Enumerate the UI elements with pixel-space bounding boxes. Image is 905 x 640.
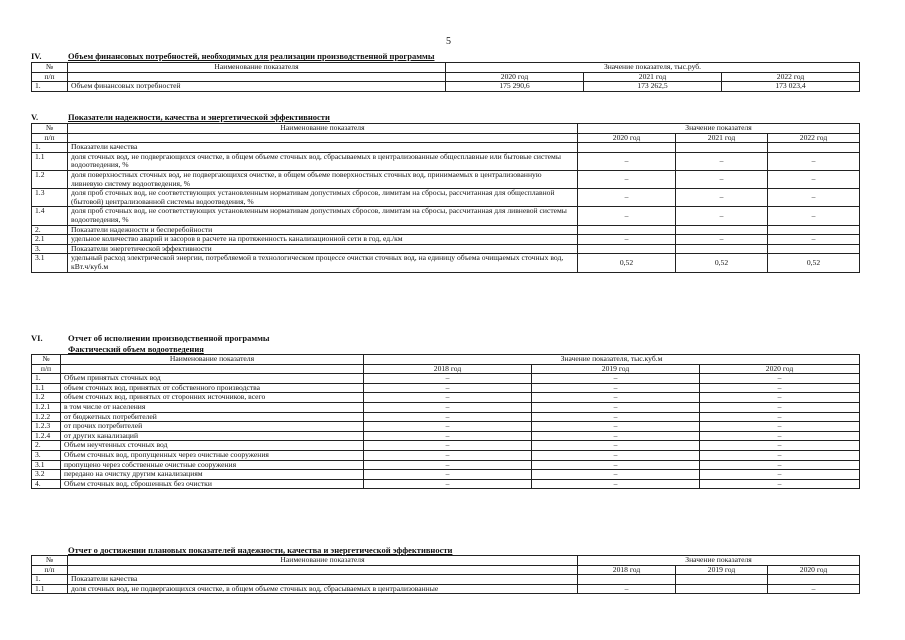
row-name: удельный расход электрической энергии, потребляемой в технологическом процессе очистки сточных вод, на единицу объема очищаемых сточных вод, кВт.ч/куб.м [68,254,578,272]
row-value: 173 023,4 [722,82,860,92]
section-title-text: Показатели надежности, качества и энергетической эффективности [68,112,330,122]
row-value: – [676,170,768,188]
table-row [32,143,860,153]
row-value: – [532,402,700,412]
row-value: 0,52 [676,254,768,272]
row-name: объем сточных вод, принятых от собственного производства [61,383,364,393]
row-value: – [364,441,532,451]
row-name: объем сточных вод, принятых от сторонних источников, всего [61,393,364,403]
row-name: от бюджетных потребителей [61,412,364,422]
header-name: Наименование показателя [68,124,578,134]
row-value [676,143,768,153]
row-value [768,143,860,153]
header-no: № [32,63,68,73]
row-value [768,244,860,254]
row-name: Показатели качества [68,143,578,153]
table-row [32,189,860,207]
row-value: – [532,374,700,384]
section-title-text: Отчет об исполнении производственной программы [68,333,270,343]
header-year: 2020 год [446,72,584,82]
row-name: пропущено через собственные очистные сооружения [61,460,364,470]
row-name: Показатели качества [68,575,578,585]
section-plan-achievement [31,545,859,594]
table-row [32,207,860,225]
table-row [32,152,860,170]
row-value [578,244,676,254]
row-value: – [364,402,532,412]
row-value: – [532,470,700,480]
section-financial-needs [31,51,859,92]
header-name: Наименование показателя [61,355,364,365]
table-row [32,422,860,432]
page-number: 5 [446,36,451,47]
header-no-2: п/п [32,72,68,82]
row-name: доля сточных вод, не подвергающихся очистке, в общем объеме сточных вод, сбрасываемых в централизованные общесплавные или бытовые системы водоотведения, % [68,152,578,170]
row-value: – [768,235,860,245]
row-no: 2. [32,225,68,235]
wastewater-volume-table [31,354,860,489]
row-no: 1.4 [32,207,68,225]
row-value: – [364,374,532,384]
row-value: – [578,584,676,594]
header-no-2: п/п [32,133,68,143]
header-empty [61,364,364,374]
header-no-2: п/п [32,364,61,374]
header-year: 2019 год [532,364,700,374]
table-row [32,393,860,403]
header-no: № [32,124,68,134]
header-value: Значение показателя [578,124,860,134]
header-year: 2020 год [578,133,676,143]
row-no: 3.2 [32,470,61,480]
row-value [578,225,676,235]
section-program-report [31,333,859,489]
table-row [32,82,860,92]
row-value: – [364,412,532,422]
row-value [578,143,676,153]
row-name: Показатели надежности и бесперебойности [68,225,578,235]
row-no: 1. [32,374,61,384]
row-value: – [676,235,768,245]
header-year: 2021 год [584,72,722,82]
row-value: – [578,152,676,170]
table-row [32,450,860,460]
row-no: 3.1 [32,254,68,272]
row-value: – [364,470,532,480]
table-row [32,170,860,188]
row-value [768,575,860,585]
row-value: – [532,460,700,470]
row-value: 0,52 [578,254,676,272]
table-row [32,575,860,585]
row-value: – [768,189,860,207]
row-name: Объем сточных вод, пропущенных через очистные сооружения [61,450,364,460]
header-year: 2020 год [700,364,860,374]
row-no: 3. [32,450,61,460]
row-value: 0,52 [768,254,860,272]
section-title [31,333,859,344]
section-title [31,545,859,555]
table-row [32,383,860,393]
row-no: 3. [32,244,68,254]
row-name: Объем сточных вод, сброшенных без очистки [61,479,364,489]
row-value [676,584,768,594]
row-value [578,575,676,585]
row-no: 1.1 [32,152,68,170]
row-name: передано на очистку другим канализациям [61,470,364,480]
header-no: № [32,556,68,566]
section-number: IV. [31,51,42,61]
indicators-table [31,123,860,273]
row-value: – [364,393,532,403]
table-row [32,431,860,441]
header-value: Значение показателя, тыс.куб.м [364,355,860,365]
section-number: V. [31,112,39,122]
header-name: Наименование показателя [68,63,446,73]
row-no: 1. [32,575,68,585]
row-no: 1.2.1 [32,402,61,412]
header-no-2: п/п [32,565,68,575]
row-no: 1. [32,82,68,92]
row-value: 175 290,6 [446,82,584,92]
row-value: – [768,170,860,188]
row-no: 1.2.4 [32,431,61,441]
header-year: 2022 год [768,133,860,143]
row-no: 1.2.3 [32,422,61,432]
row-name: в том числе от населения [61,402,364,412]
row-value: – [364,460,532,470]
header-year: 2018 год [578,565,676,575]
row-value: – [364,422,532,432]
row-value [676,244,768,254]
row-value: – [700,470,860,480]
row-no: 1.3 [32,189,68,207]
plan-achievement-table [31,555,860,594]
row-value: – [676,189,768,207]
row-value: 173 262,5 [584,82,722,92]
row-value: – [700,412,860,422]
row-value: – [364,450,532,460]
row-value: – [700,460,860,470]
row-name: Объем финансовых потребностей [68,82,446,92]
row-value: – [700,422,860,432]
row-no: 1.2 [32,393,61,403]
row-name: Показатели энергетической эффективности [68,244,578,254]
row-value: – [700,479,860,489]
row-value: – [364,479,532,489]
row-no: 1.1 [32,383,61,393]
row-value: – [532,412,700,422]
row-value: – [364,431,532,441]
header-value: Значение показателя, тыс.руб. [446,63,860,73]
header-year: 2018 год [364,364,532,374]
table-row [32,412,860,422]
row-name: доля поверхностных сточных вод, не подвергающихся очистке, в общем объеме поверхностных сточных вод, принимаемых в централизованную ливневую систему водоотведения, % [68,170,578,188]
row-value: – [532,422,700,432]
row-value: – [532,479,700,489]
header-value: Значение показателя [578,556,860,566]
row-value: – [532,441,700,451]
row-value: – [532,383,700,393]
header-empty [68,72,446,82]
row-value: – [768,207,860,225]
table-row [32,402,860,412]
row-name: Объем неучтенных сточных вод [61,441,364,451]
table-row [32,374,860,384]
row-value: – [700,450,860,460]
row-value: – [532,431,700,441]
table-row [32,244,860,254]
table-row [32,225,860,235]
row-name: доля проб сточных вод, не соответствующих установленным нормативам допустимых сбросов, лимитам на сбросы, рассчитанная для ливневой системы водоотведения, % [68,207,578,225]
row-value: – [700,431,860,441]
header-year: 2020 год [768,565,860,575]
section-number: VI. [31,333,43,343]
row-value [768,225,860,235]
table-row [32,254,860,272]
row-no: 1.2 [32,170,68,188]
section-title [31,112,859,123]
row-name: доля сточных вод, не подвергающихся очистке, в общем объеме сточных вод, сбрасываемых в централизованные [68,584,578,594]
table-row [32,235,860,245]
row-name: от других канализаций [61,431,364,441]
row-value: – [700,374,860,384]
header-no: № [32,355,61,365]
row-value: – [700,383,860,393]
row-value [676,225,768,235]
row-no: 3.1 [32,460,61,470]
row-name: удельное количество аварий и засоров в расчете на протяженность канализационной сети в год, ед./км [68,235,578,245]
row-value: – [578,235,676,245]
header-year: 2022 год [722,72,860,82]
row-value: – [768,584,860,594]
section-title-text: Объем финансовых потребностей, необходимых для реализации производственной программы [68,51,435,61]
row-value: – [676,152,768,170]
row-value: – [768,152,860,170]
row-no: 4. [32,479,61,489]
section-title [31,51,859,62]
table-row [32,441,860,451]
section-subtitle [31,344,859,354]
header-empty [68,133,578,143]
header-year: 2019 год [676,565,768,575]
row-value: – [532,450,700,460]
row-no: 1. [32,143,68,153]
section-title-text: Отчет о достижении плановых показателей надежности, качества и энергетической эффективности [68,545,453,555]
row-no: 2. [32,441,61,451]
header-name: Наименование показателя [68,556,578,566]
row-value [676,575,768,585]
financial-needs-table [31,62,860,92]
table-row [32,479,860,489]
section-subtitle-text: Фактический объем водоотведения [68,344,204,354]
header-empty [68,565,578,575]
row-value: – [532,393,700,403]
table-row [32,460,860,470]
row-name: от прочих потребителей [61,422,364,432]
row-value: – [700,402,860,412]
header-year: 2021 год [676,133,768,143]
row-no: 1.2.2 [32,412,61,422]
row-value: – [676,207,768,225]
row-value: – [578,170,676,188]
table-row [32,470,860,480]
row-value: – [364,383,532,393]
section-indicators [31,112,859,273]
row-value: – [578,207,676,225]
row-value: – [700,441,860,451]
row-name: Объем принятых сточных вод [61,374,364,384]
row-name: доля проб сточных вод, не соответствующих установленным нормативам допустимых сбросов, лимитам на сбросы, рассчитанная для общесплавной (бытовой) централизованной системы водоотведения, % [68,189,578,207]
row-value: – [700,393,860,403]
row-value: – [578,189,676,207]
table-row [32,584,860,594]
row-no: 2.1 [32,235,68,245]
row-no: 1.1 [32,584,68,594]
